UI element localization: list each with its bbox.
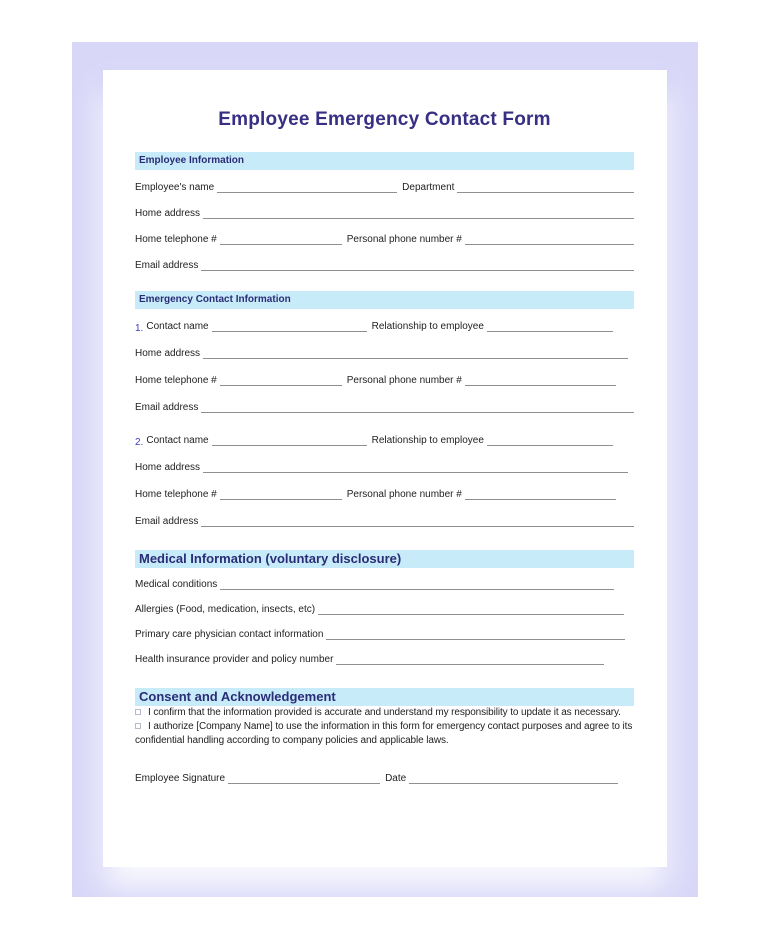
- field-label-medical-conditions: Medical conditions: [135, 579, 218, 590]
- field-label-contact-name: Contact name: [146, 435, 209, 446]
- form-document: [103, 70, 667, 867]
- field-label-home-telephone: Home telephone #: [135, 489, 217, 500]
- field-label-allergies: Allergies (Food, medication, insects, etc): [135, 604, 316, 615]
- blank-field-line[interactable]: [201, 268, 634, 271]
- field-label-email-address: Email address: [135, 516, 199, 527]
- field-row: [135, 628, 634, 642]
- blank-field-line[interactable]: [465, 497, 616, 500]
- blank-field-line[interactable]: [465, 242, 634, 245]
- blank-field-line[interactable]: [487, 443, 613, 446]
- field-row: [135, 401, 634, 415]
- field-label-contact-name: Contact name: [146, 321, 209, 332]
- blank-field-line[interactable]: [220, 587, 614, 590]
- field-row: [135, 347, 634, 361]
- blank-field-line[interactable]: [203, 356, 628, 359]
- field-row: [135, 233, 634, 247]
- field-row: [135, 374, 634, 388]
- form-title: Employee Emergency Contact Form: [218, 109, 551, 130]
- section-header-emergency-contact: Emergency Contact Information: [135, 291, 634, 309]
- consent-statement-row: [135, 706, 634, 720]
- blank-field-line[interactable]: [220, 497, 342, 500]
- field-label-email-address: Email address: [135, 402, 199, 413]
- blank-field-line[interactable]: [318, 612, 624, 615]
- blank-field-line[interactable]: [201, 524, 634, 527]
- field-label-home-telephone: Home telephone #: [135, 234, 217, 245]
- field-row: [135, 320, 634, 334]
- consent-statement-authorize: I authorize [Company Name] to use the information in this form for emergency contact purposes and agree to its confidential handling according to company policies and applicable laws.: [135, 721, 633, 746]
- blank-field-line[interactable]: [465, 383, 616, 386]
- field-row: [135, 434, 634, 448]
- field-row: [135, 578, 634, 592]
- field-label-physician: Primary care physician contact information: [135, 629, 324, 640]
- field-label-relationship: Relationship to employee: [371, 321, 484, 332]
- blank-field-line[interactable]: [201, 410, 634, 413]
- field-label-personal-phone: Personal phone number #: [346, 489, 462, 500]
- blank-field-line[interactable]: [217, 190, 397, 193]
- field-row: [135, 207, 634, 221]
- checkbox-icon[interactable]: [135, 709, 141, 715]
- field-label-home-address: Home address: [135, 208, 201, 219]
- field-label-employee-signature: Employee Signature: [135, 773, 226, 784]
- field-row: [135, 515, 634, 529]
- blank-field-line[interactable]: [212, 443, 367, 446]
- blank-field-line[interactable]: [220, 383, 342, 386]
- field-label-employee-name: Employee's name: [135, 182, 215, 193]
- section-header-consent: Consent and Acknowledgement: [135, 688, 634, 706]
- field-label-department: Department: [402, 182, 455, 193]
- field-label-date: Date: [385, 773, 407, 784]
- blank-field-line[interactable]: [212, 329, 367, 332]
- blank-field-line[interactable]: [228, 781, 380, 784]
- field-row: [135, 653, 634, 667]
- blank-field-line[interactable]: [409, 781, 618, 784]
- section-header-employee-information: Employee Information: [135, 152, 634, 170]
- consent-statement-confirm: I confirm that the information provided is accurate and understand my responsibility to update it as necessary.: [148, 707, 621, 718]
- field-label-insurance: Health insurance provider and policy number: [135, 654, 334, 665]
- blank-field-line[interactable]: [326, 637, 625, 640]
- field-row: [135, 488, 634, 502]
- consent-statement-row: [135, 720, 634, 748]
- section-header-medical-information: Medical Information (voluntary disclosure): [135, 550, 634, 568]
- contact-number: 1.: [135, 323, 144, 334]
- field-row: [135, 603, 634, 617]
- blank-field-line[interactable]: [203, 216, 634, 219]
- blank-field-line[interactable]: [220, 242, 342, 245]
- field-label-personal-phone: Personal phone number #: [346, 234, 462, 245]
- contact-number: 2.: [135, 437, 144, 448]
- blank-field-line[interactable]: [487, 329, 613, 332]
- lavender-backdrop: [72, 42, 698, 897]
- field-label-home-telephone: Home telephone #: [135, 375, 217, 386]
- signature-row: [135, 772, 634, 786]
- field-label-personal-phone: Personal phone number #: [346, 375, 462, 386]
- field-row: [135, 461, 634, 475]
- field-label-email-address: Email address: [135, 260, 199, 271]
- blank-field-line[interactable]: [336, 662, 604, 665]
- field-label-home-address: Home address: [135, 462, 201, 473]
- checkbox-icon[interactable]: [135, 723, 141, 729]
- blank-field-line[interactable]: [457, 190, 634, 193]
- blank-field-line[interactable]: [203, 470, 628, 473]
- field-row: [135, 181, 634, 195]
- field-row: [135, 259, 634, 273]
- field-label-relationship: Relationship to employee: [371, 435, 484, 446]
- field-label-home-address: Home address: [135, 348, 201, 359]
